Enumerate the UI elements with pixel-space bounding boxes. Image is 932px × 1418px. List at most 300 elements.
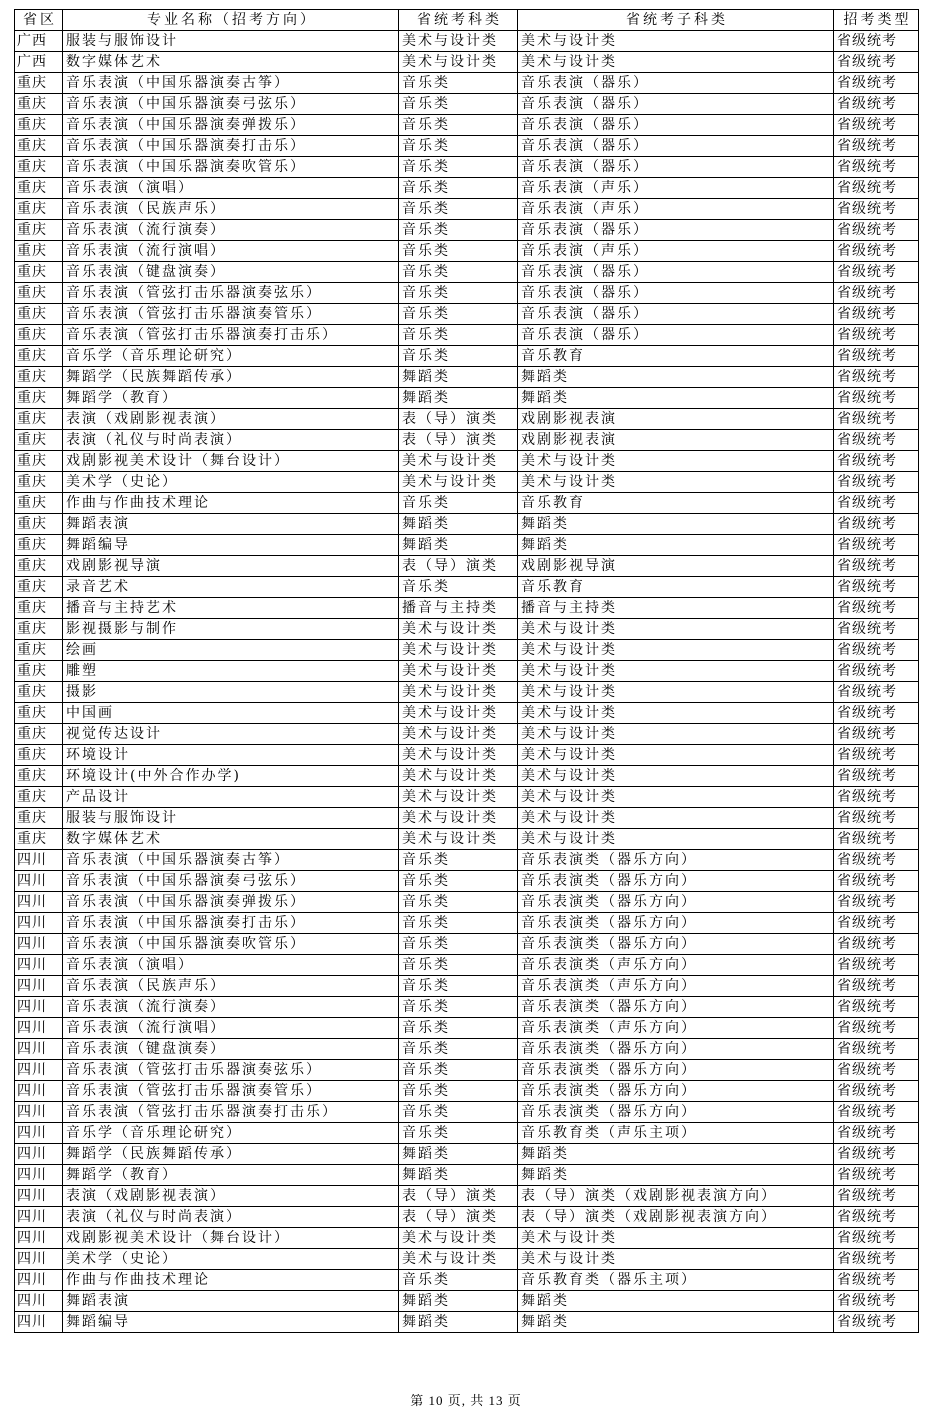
province-cell: 重庆 — [15, 220, 63, 241]
exam-subcategory-cell: 美术与设计类 — [518, 787, 834, 808]
table-row — [15, 871, 919, 892]
table-row — [15, 577, 919, 598]
table-row — [15, 850, 919, 871]
province-cell: 四川 — [15, 1312, 63, 1333]
province-cell: 重庆 — [15, 514, 63, 535]
header-exam-subcategory: 省统考子科类 — [518, 10, 834, 31]
exam-subcategory-cell: 美术与设计类 — [518, 619, 834, 640]
exam-subcategory-cell: 美术与设计类 — [518, 451, 834, 472]
province-cell: 四川 — [15, 955, 63, 976]
province-cell: 四川 — [15, 1249, 63, 1270]
major-name-cell: 表演（礼仪与时尚表演） — [63, 1207, 399, 1228]
exam-category-cell: 音乐类 — [399, 577, 518, 598]
table-row — [15, 997, 919, 1018]
exam-subcategory-cell: 音乐表演（器乐） — [518, 283, 834, 304]
exam-category-cell: 舞蹈类 — [399, 1312, 518, 1333]
table-row — [15, 325, 919, 346]
exam-category-cell: 音乐类 — [399, 220, 518, 241]
exam-category-cell: 音乐类 — [399, 304, 518, 325]
exam-subcategory-cell: 美术与设计类 — [518, 703, 834, 724]
major-name-cell: 音乐表演（演唱） — [63, 955, 399, 976]
exam-subcategory-cell: 音乐表演类（声乐方向） — [518, 976, 834, 997]
exam-category-cell: 美术与设计类 — [399, 829, 518, 850]
province-cell: 重庆 — [15, 430, 63, 451]
province-cell: 重庆 — [15, 724, 63, 745]
major-name-cell: 音乐表演（管弦打击乐器演奏管乐） — [63, 304, 399, 325]
table-row — [15, 1102, 919, 1123]
major-name-cell: 音乐表演（流行演奏） — [63, 220, 399, 241]
province-cell: 重庆 — [15, 388, 63, 409]
exam-subcategory-cell: 表（导）演类（戏剧影视表演方向） — [518, 1207, 834, 1228]
table-row — [15, 703, 919, 724]
exam-subcategory-cell: 戏剧影视表演 — [518, 430, 834, 451]
exam-category-cell: 表（导）演类 — [399, 1186, 518, 1207]
province-cell: 四川 — [15, 1228, 63, 1249]
exam-category-cell: 表（导）演类 — [399, 1207, 518, 1228]
province-cell: 重庆 — [15, 766, 63, 787]
exam-category-cell: 音乐类 — [399, 283, 518, 304]
exam-category-cell: 音乐类 — [399, 73, 518, 94]
exam-subcategory-cell: 舞蹈类 — [518, 1144, 834, 1165]
major-name-cell: 雕塑 — [63, 661, 399, 682]
major-name-cell: 音乐表演（中国乐器演奏弓弦乐） — [63, 94, 399, 115]
major-name-cell: 音乐学（音乐理论研究） — [63, 1123, 399, 1144]
major-name-cell: 视觉传达设计 — [63, 724, 399, 745]
exam-category-cell: 音乐类 — [399, 1081, 518, 1102]
table-row — [15, 493, 919, 514]
major-name-cell: 音乐表演（管弦打击乐器演奏弦乐） — [63, 1060, 399, 1081]
exam-subcategory-cell: 音乐表演类（声乐方向） — [518, 955, 834, 976]
exam-subcategory-cell: 音乐教育类（器乐主项） — [518, 1270, 834, 1291]
province-cell: 四川 — [15, 871, 63, 892]
exam-category-cell: 音乐类 — [399, 955, 518, 976]
exam-subcategory-cell: 音乐表演（声乐） — [518, 199, 834, 220]
exam-subcategory-cell: 音乐表演（器乐） — [518, 325, 834, 346]
exam-category-cell: 音乐类 — [399, 325, 518, 346]
exam-subcategory-cell: 舞蹈类 — [518, 367, 834, 388]
exam-category-cell: 美术与设计类 — [399, 682, 518, 703]
province-cell: 重庆 — [15, 94, 63, 115]
table-row — [15, 157, 919, 178]
table-row — [15, 598, 919, 619]
exam-subcategory-cell: 音乐表演（器乐） — [518, 220, 834, 241]
exam-category-cell: 美术与设计类 — [399, 619, 518, 640]
admission-type-cell: 省级统考 — [834, 52, 919, 73]
header-province: 省区 — [15, 10, 63, 31]
province-cell: 重庆 — [15, 535, 63, 556]
exam-category-cell: 美术与设计类 — [399, 472, 518, 493]
exam-category-cell: 美术与设计类 — [399, 808, 518, 829]
exam-category-cell: 音乐类 — [399, 493, 518, 514]
table-row — [15, 787, 919, 808]
province-cell: 重庆 — [15, 808, 63, 829]
exam-category-cell: 美术与设计类 — [399, 745, 518, 766]
major-name-cell: 表演（戏剧影视表演） — [63, 409, 399, 430]
major-name-cell: 音乐表演（演唱） — [63, 178, 399, 199]
province-cell: 重庆 — [15, 556, 63, 577]
admission-type-cell: 省级统考 — [834, 892, 919, 913]
exam-subcategory-cell: 美术与设计类 — [518, 640, 834, 661]
header-major-name: 专业名称（招考方向） — [63, 10, 399, 31]
admission-type-cell: 省级统考 — [834, 535, 919, 556]
major-name-cell: 音乐表演（管弦打击乐器演奏打击乐） — [63, 325, 399, 346]
admission-type-cell: 省级统考 — [834, 640, 919, 661]
major-name-cell: 音乐表演（中国乐器演奏弓弦乐） — [63, 871, 399, 892]
exam-category-cell: 舞蹈类 — [399, 1144, 518, 1165]
header-exam-category: 省统考科类 — [399, 10, 518, 31]
admission-type-cell: 省级统考 — [834, 1144, 919, 1165]
province-cell: 四川 — [15, 1144, 63, 1165]
major-name-cell: 服装与服饰设计 — [63, 808, 399, 829]
exam-subcategory-cell: 音乐表演类（器乐方向） — [518, 1039, 834, 1060]
province-cell: 四川 — [15, 1018, 63, 1039]
major-name-cell: 舞蹈编导 — [63, 1312, 399, 1333]
exam-category-cell: 音乐类 — [399, 178, 518, 199]
admission-type-cell: 省级统考 — [834, 241, 919, 262]
admission-type-cell: 省级统考 — [834, 682, 919, 703]
header-admission-type: 招考类型 — [834, 10, 919, 31]
exam-category-cell: 舞蹈类 — [399, 535, 518, 556]
table-row — [15, 52, 919, 73]
exam-subcategory-cell: 戏剧影视导演 — [518, 556, 834, 577]
exam-subcategory-cell: 音乐表演（器乐） — [518, 262, 834, 283]
major-name-cell: 舞蹈表演 — [63, 514, 399, 535]
province-cell: 四川 — [15, 1186, 63, 1207]
table-row — [15, 1018, 919, 1039]
exam-category-cell: 美术与设计类 — [399, 766, 518, 787]
exam-category-cell: 美术与设计类 — [399, 724, 518, 745]
table-row — [15, 514, 919, 535]
table-row — [15, 892, 919, 913]
admission-type-cell: 省级统考 — [834, 472, 919, 493]
admission-type-cell: 省级统考 — [834, 94, 919, 115]
admission-type-cell: 省级统考 — [834, 1018, 919, 1039]
admission-type-cell: 省级统考 — [834, 955, 919, 976]
table-row — [15, 346, 919, 367]
table-row — [15, 1081, 919, 1102]
table-row — [15, 199, 919, 220]
table-row — [15, 409, 919, 430]
exam-subcategory-cell: 音乐表演类（器乐方向） — [518, 850, 834, 871]
major-name-cell: 绘画 — [63, 640, 399, 661]
exam-category-cell: 音乐类 — [399, 997, 518, 1018]
table-body — [15, 31, 919, 1333]
exam-category-cell: 美术与设计类 — [399, 1249, 518, 1270]
province-cell: 重庆 — [15, 136, 63, 157]
exam-subcategory-cell: 音乐教育类（声乐主项） — [518, 1123, 834, 1144]
exam-category-cell: 音乐类 — [399, 136, 518, 157]
admission-type-cell: 省级统考 — [834, 514, 919, 535]
exam-category-cell: 音乐类 — [399, 871, 518, 892]
major-name-cell: 播音与主持艺术 — [63, 598, 399, 619]
major-name-cell: 美术学（史论） — [63, 472, 399, 493]
table-row — [15, 1270, 919, 1291]
table-row — [15, 661, 919, 682]
exam-category-cell: 音乐类 — [399, 94, 518, 115]
admission-type-cell: 省级统考 — [834, 598, 919, 619]
admissions-table — [14, 9, 919, 1333]
table-row — [15, 115, 919, 136]
exam-category-cell: 表（导）演类 — [399, 430, 518, 451]
exam-subcategory-cell: 音乐表演类（器乐方向） — [518, 892, 834, 913]
exam-category-cell: 音乐类 — [399, 1018, 518, 1039]
exam-category-cell: 音乐类 — [399, 892, 518, 913]
exam-subcategory-cell: 舞蹈类 — [518, 535, 834, 556]
exam-category-cell: 音乐类 — [399, 1270, 518, 1291]
exam-subcategory-cell: 戏剧影视表演 — [518, 409, 834, 430]
admission-type-cell: 省级统考 — [834, 556, 919, 577]
table-row — [15, 178, 919, 199]
province-cell: 重庆 — [15, 325, 63, 346]
table-row — [15, 1039, 919, 1060]
major-name-cell: 影视摄影与制作 — [63, 619, 399, 640]
admission-type-cell: 省级统考 — [834, 976, 919, 997]
exam-subcategory-cell: 舞蹈类 — [518, 1165, 834, 1186]
table-row — [15, 1312, 919, 1333]
province-cell: 重庆 — [15, 703, 63, 724]
province-cell: 四川 — [15, 934, 63, 955]
table-row — [15, 682, 919, 703]
exam-subcategory-cell: 表（导）演类（戏剧影视表演方向） — [518, 1186, 834, 1207]
admission-type-cell: 省级统考 — [834, 304, 919, 325]
exam-category-cell: 音乐类 — [399, 934, 518, 955]
exam-category-cell: 舞蹈类 — [399, 388, 518, 409]
admission-type-cell: 省级统考 — [834, 73, 919, 94]
major-name-cell: 音乐表演（中国乐器演奏古筝） — [63, 73, 399, 94]
exam-subcategory-cell: 美术与设计类 — [518, 52, 834, 73]
province-cell: 重庆 — [15, 73, 63, 94]
exam-subcategory-cell: 美术与设计类 — [518, 472, 834, 493]
major-name-cell: 舞蹈学（民族舞蹈传承） — [63, 367, 399, 388]
major-name-cell: 服装与服饰设计 — [63, 31, 399, 52]
exam-subcategory-cell: 音乐表演类（器乐方向） — [518, 1060, 834, 1081]
province-cell: 四川 — [15, 1165, 63, 1186]
exam-subcategory-cell: 舞蹈类 — [518, 1312, 834, 1333]
exam-category-cell: 音乐类 — [399, 199, 518, 220]
province-cell: 重庆 — [15, 577, 63, 598]
admission-type-cell: 省级统考 — [834, 1102, 919, 1123]
major-name-cell: 戏剧影视导演 — [63, 556, 399, 577]
admission-type-cell: 省级统考 — [834, 619, 919, 640]
admission-type-cell: 省级统考 — [834, 157, 919, 178]
exam-subcategory-cell: 美术与设计类 — [518, 766, 834, 787]
province-cell: 广西 — [15, 52, 63, 73]
admission-type-cell: 省级统考 — [834, 1165, 919, 1186]
admission-type-cell: 省级统考 — [834, 1312, 919, 1333]
table-row — [15, 451, 919, 472]
exam-category-cell: 音乐类 — [399, 1123, 518, 1144]
admission-type-cell: 省级统考 — [834, 388, 919, 409]
major-name-cell: 环境设计 — [63, 745, 399, 766]
province-cell: 四川 — [15, 1060, 63, 1081]
province-cell: 重庆 — [15, 745, 63, 766]
exam-subcategory-cell: 音乐表演（声乐） — [518, 178, 834, 199]
province-cell: 四川 — [15, 850, 63, 871]
major-name-cell: 音乐表演（管弦打击乐器演奏打击乐） — [63, 1102, 399, 1123]
exam-category-cell: 音乐类 — [399, 262, 518, 283]
admission-type-cell: 省级统考 — [834, 850, 919, 871]
major-name-cell: 舞蹈学（教育） — [63, 388, 399, 409]
exam-subcategory-cell: 音乐表演（器乐） — [518, 304, 834, 325]
table-row — [15, 640, 919, 661]
exam-subcategory-cell: 美术与设计类 — [518, 31, 834, 52]
major-name-cell: 音乐表演（流行演唱） — [63, 1018, 399, 1039]
province-cell: 广西 — [15, 31, 63, 52]
province-cell: 重庆 — [15, 787, 63, 808]
exam-subcategory-cell: 音乐表演（声乐） — [518, 241, 834, 262]
province-cell: 四川 — [15, 1291, 63, 1312]
province-cell: 重庆 — [15, 493, 63, 514]
exam-subcategory-cell: 音乐表演（器乐） — [518, 115, 834, 136]
admission-type-cell: 省级统考 — [834, 136, 919, 157]
province-cell: 重庆 — [15, 661, 63, 682]
major-name-cell: 数字媒体艺术 — [63, 829, 399, 850]
province-cell: 四川 — [15, 1123, 63, 1144]
admission-type-cell: 省级统考 — [834, 808, 919, 829]
exam-category-cell: 舞蹈类 — [399, 367, 518, 388]
admission-type-cell: 省级统考 — [834, 115, 919, 136]
table-header-row — [15, 10, 919, 31]
admission-type-cell: 省级统考 — [834, 262, 919, 283]
exam-subcategory-cell: 舞蹈类 — [518, 514, 834, 535]
page-indicator: 第 10 页, 共 13 页 — [410, 1393, 522, 1408]
exam-category-cell: 美术与设计类 — [399, 31, 518, 52]
admission-type-cell: 省级统考 — [834, 430, 919, 451]
province-cell: 四川 — [15, 892, 63, 913]
admission-type-cell: 省级统考 — [834, 1123, 919, 1144]
major-name-cell: 数字媒体艺术 — [63, 52, 399, 73]
province-cell: 重庆 — [15, 367, 63, 388]
province-cell: 重庆 — [15, 199, 63, 220]
major-name-cell: 舞蹈编导 — [63, 535, 399, 556]
admissions-table-container — [14, 9, 918, 1333]
province-cell: 重庆 — [15, 262, 63, 283]
table-row — [15, 1165, 919, 1186]
admission-type-cell: 省级统考 — [834, 913, 919, 934]
major-name-cell: 戏剧影视美术设计（舞台设计） — [63, 1228, 399, 1249]
exam-subcategory-cell: 音乐表演类（器乐方向） — [518, 871, 834, 892]
exam-category-cell: 舞蹈类 — [399, 514, 518, 535]
admission-type-cell: 省级统考 — [834, 346, 919, 367]
table-row — [15, 808, 919, 829]
province-cell: 重庆 — [15, 157, 63, 178]
exam-subcategory-cell: 音乐教育 — [518, 577, 834, 598]
exam-subcategory-cell: 播音与主持类 — [518, 598, 834, 619]
table-row — [15, 829, 919, 850]
table-row — [15, 535, 919, 556]
province-cell: 重庆 — [15, 241, 63, 262]
major-name-cell: 中国画 — [63, 703, 399, 724]
exam-subcategory-cell: 美术与设计类 — [518, 808, 834, 829]
exam-category-cell: 音乐类 — [399, 115, 518, 136]
exam-subcategory-cell: 舞蹈类 — [518, 388, 834, 409]
major-name-cell: 表演（礼仪与时尚表演） — [63, 430, 399, 451]
exam-category-cell: 音乐类 — [399, 1060, 518, 1081]
table-row — [15, 472, 919, 493]
major-name-cell: 录音艺术 — [63, 577, 399, 598]
admission-type-cell: 省级统考 — [834, 661, 919, 682]
major-name-cell: 音乐学（音乐理论研究） — [63, 346, 399, 367]
exam-category-cell: 美术与设计类 — [399, 451, 518, 472]
admission-type-cell: 省级统考 — [834, 829, 919, 850]
province-cell: 重庆 — [15, 304, 63, 325]
major-name-cell: 舞蹈学（民族舞蹈传承） — [63, 1144, 399, 1165]
admission-type-cell: 省级统考 — [834, 1228, 919, 1249]
major-name-cell: 音乐表演（中国乐器演奏弹拨乐） — [63, 115, 399, 136]
admission-type-cell: 省级统考 — [834, 703, 919, 724]
exam-category-cell: 播音与主持类 — [399, 598, 518, 619]
table-row — [15, 73, 919, 94]
admission-type-cell: 省级统考 — [834, 577, 919, 598]
exam-subcategory-cell: 音乐表演类（器乐方向） — [518, 1102, 834, 1123]
province-cell: 重庆 — [15, 640, 63, 661]
table-row — [15, 976, 919, 997]
table-row — [15, 262, 919, 283]
table-row — [15, 367, 919, 388]
exam-category-cell: 舞蹈类 — [399, 1291, 518, 1312]
table-row — [15, 1123, 919, 1144]
admission-type-cell: 省级统考 — [834, 283, 919, 304]
table-row — [15, 1249, 919, 1270]
admission-type-cell: 省级统考 — [834, 1186, 919, 1207]
table-row — [15, 1186, 919, 1207]
exam-category-cell: 美术与设计类 — [399, 640, 518, 661]
table-row — [15, 31, 919, 52]
exam-subcategory-cell: 美术与设计类 — [518, 682, 834, 703]
province-cell: 重庆 — [15, 346, 63, 367]
province-cell: 四川 — [15, 1039, 63, 1060]
table-row — [15, 724, 919, 745]
table-row — [15, 556, 919, 577]
exam-category-cell: 音乐类 — [399, 346, 518, 367]
admission-type-cell: 省级统考 — [834, 451, 919, 472]
exam-subcategory-cell: 音乐表演类（器乐方向） — [518, 1081, 834, 1102]
admission-type-cell: 省级统考 — [834, 934, 919, 955]
province-cell: 重庆 — [15, 178, 63, 199]
major-name-cell: 音乐表演（中国乐器演奏打击乐） — [63, 913, 399, 934]
major-name-cell: 音乐表演（流行演唱） — [63, 241, 399, 262]
province-cell: 重庆 — [15, 115, 63, 136]
table-row — [15, 766, 919, 787]
major-name-cell: 音乐表演（管弦打击乐器演奏弦乐） — [63, 283, 399, 304]
admission-type-cell: 省级统考 — [834, 766, 919, 787]
exam-subcategory-cell: 美术与设计类 — [518, 1249, 834, 1270]
admission-type-cell: 省级统考 — [834, 31, 919, 52]
exam-category-cell: 舞蹈类 — [399, 1165, 518, 1186]
exam-category-cell: 音乐类 — [399, 241, 518, 262]
admission-type-cell: 省级统考 — [834, 1291, 919, 1312]
major-name-cell: 音乐表演（中国乐器演奏打击乐） — [63, 136, 399, 157]
province-cell: 四川 — [15, 1102, 63, 1123]
admission-type-cell: 省级统考 — [834, 1081, 919, 1102]
exam-subcategory-cell: 音乐表演（器乐） — [518, 136, 834, 157]
major-name-cell: 摄影 — [63, 682, 399, 703]
province-cell: 重庆 — [15, 619, 63, 640]
admission-type-cell: 省级统考 — [834, 1060, 919, 1081]
major-name-cell: 音乐表演（民族声乐） — [63, 976, 399, 997]
admission-type-cell: 省级统考 — [834, 997, 919, 1018]
exam-subcategory-cell: 音乐表演（器乐） — [518, 94, 834, 115]
major-name-cell: 产品设计 — [63, 787, 399, 808]
exam-subcategory-cell: 舞蹈类 — [518, 1291, 834, 1312]
province-cell: 四川 — [15, 997, 63, 1018]
major-name-cell: 表演（戏剧影视表演） — [63, 1186, 399, 1207]
major-name-cell: 音乐表演（键盘演奏） — [63, 262, 399, 283]
admission-type-cell: 省级统考 — [834, 178, 919, 199]
exam-category-cell: 美术与设计类 — [399, 52, 518, 73]
province-cell: 四川 — [15, 976, 63, 997]
exam-category-cell: 美术与设计类 — [399, 787, 518, 808]
